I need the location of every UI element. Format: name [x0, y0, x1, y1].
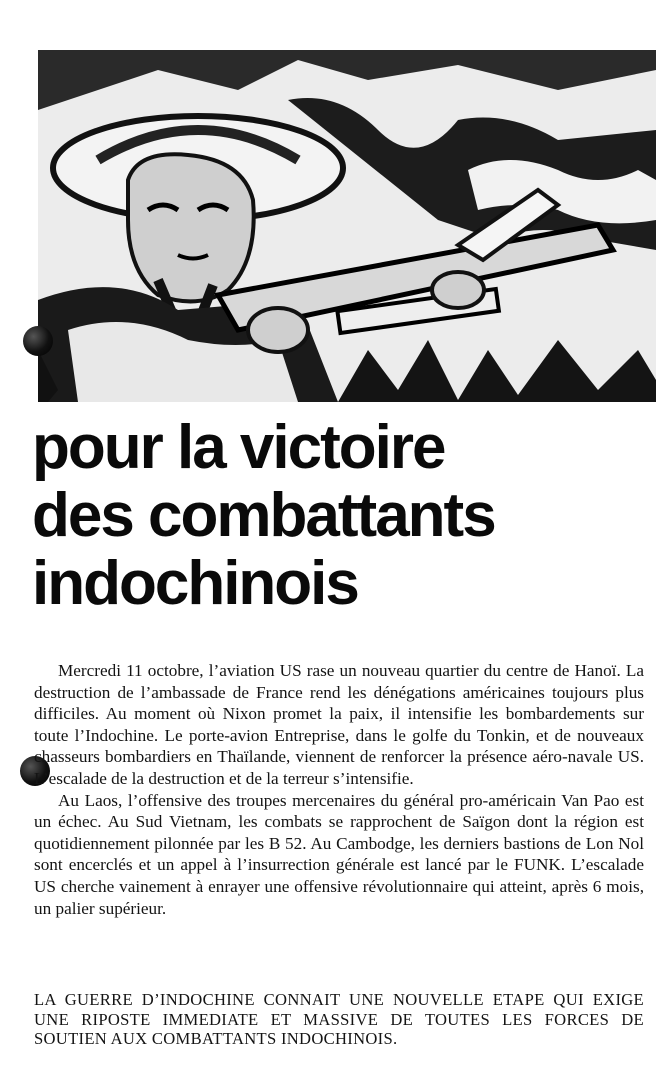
headline-line-2: des combattants [32, 481, 495, 550]
headline-line-3: indochinois [32, 549, 358, 618]
article-paragraph-1: Mercredi 11 octobre, l’aviation US rase un nouveau quartier du centre de Hanoï. La destruction de l’ambassade de France rend les dénégations américaines toujours plus difficiles. Au moment où Nixon promet la paix, il intensifie les bombardements sur toute l’Indochine. Le porte-avion Entreprise, dans le golfe du Tonkin, et de nouveaux chasseurs bombardiers en Thaïlande, viennent de renforcer la présence aéro-navale US. L’escalade de la destruction et de la terreur s’intensifie. [34, 661, 644, 788]
headline [32, 414, 652, 618]
news-photo [38, 50, 656, 402]
headline-line-1: pour la victoire [32, 413, 445, 482]
article-body [34, 660, 644, 919]
article-closing-statement: LA GUERRE D’INDOCHINE CONNAIT UNE NOUVELLE ETAPE QUI EXIGE UNE RIPOSTE IMMEDIATE ET MASSIVE DE TOUTES LES FORCES DE SOUTIEN AUX COMBATTANTS INDOCHINOIS. [34, 990, 644, 1048]
punch-hole-top [23, 326, 53, 356]
combattant-illustration [38, 50, 656, 402]
article-paragraph-2: Au Laos, l’offensive des troupes mercenaires du général pro-américain Van Pao est un échec. Au Sud Vietnam, les combats se rapprochent de Saïgon dont la région est quotidiennement pilonnée par les B 52. Au Cambodge, les derniers bastions de Lon Nol sont encerclés et un appel à l’insurrection générale est lancé par le FUNK. L’escalade US cherche vainement à enrayer une offensive révolutionnaire qui atteint, après 6 mois, un palier supérieur. [34, 790, 644, 918]
